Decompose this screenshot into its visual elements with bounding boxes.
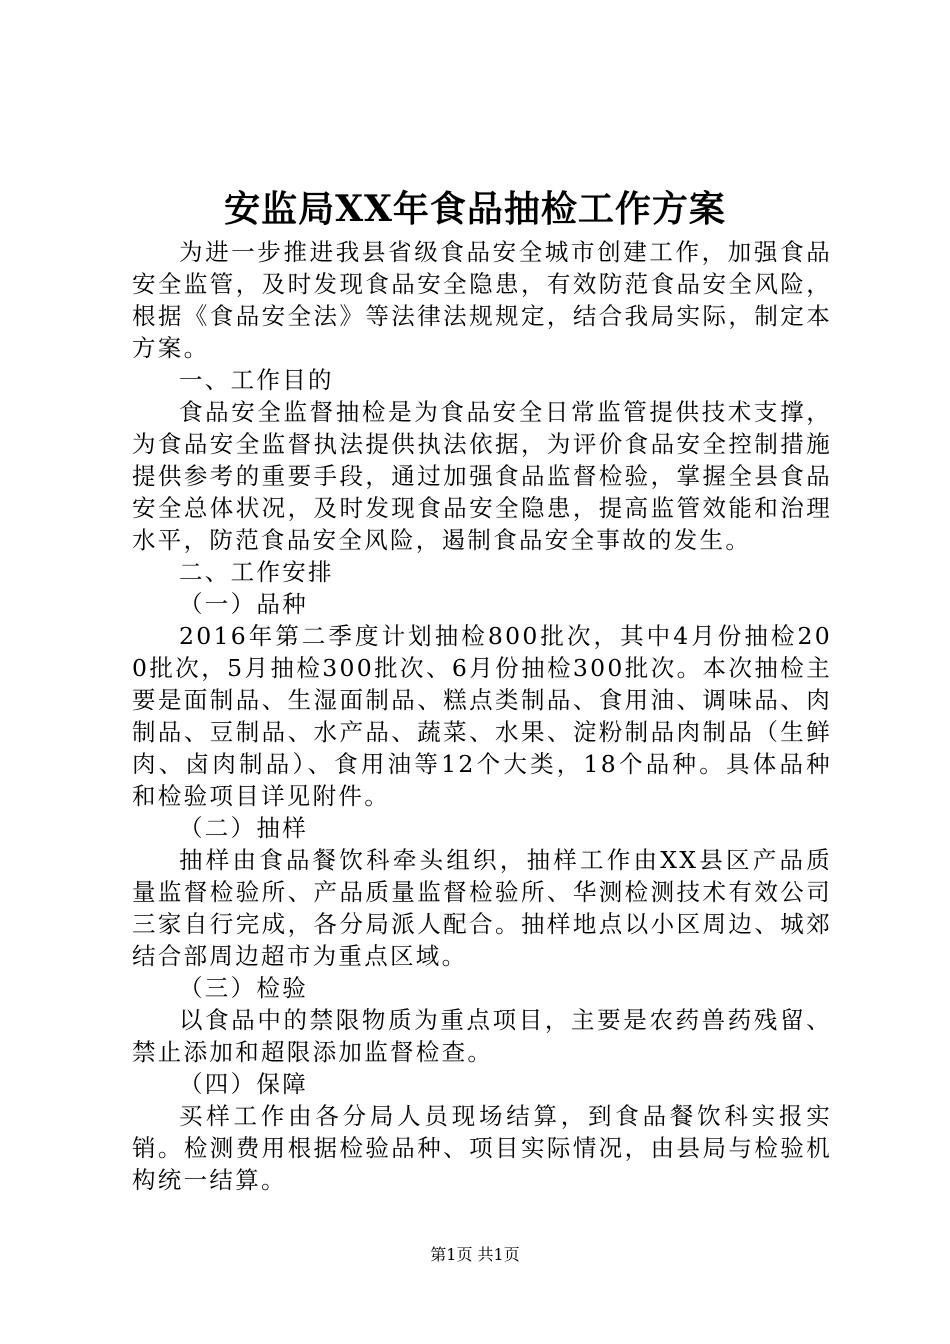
subsection-heading-sampling: （二）抽样 — [179, 814, 308, 842]
varieties-paragraph: 2016年第二季度计划抽检800批次，其中4月份抽检200批次，5月抽检300批次、6月份抽检300批次。本次抽检主要是面制品、生湿面制品、糕点类制品、食用油、调味品、肉制品、豆制品、水产品、蔬菜、水果、淀粉制品肉制品（生鲜肉、卤肉制品）、食用油等12个大类，18个品种。具体品种和检验项目详见附件。 — [132, 622, 832, 810]
section-heading-purpose: 一、工作目的 — [179, 366, 334, 394]
page-footer: 第1页 共1页 — [430, 1245, 520, 1264]
guarantee-paragraph: 买样工作由各分局人员现场结算，到食品餐饮科实报实销。检测费用根据检验品种、项目实际情况，由县局与检验机构统一结算。 — [132, 1102, 832, 1194]
sampling-paragraph: 抽样由食品餐饮科牵头组织，抽样工作由XX县区产品质量监督检验所、产品质量监督检验所、华测检测技术有效公司三家自行完成，各分局派人配合。抽样地点以小区周边、城郊结合部周边超市为重点区域。 — [132, 846, 832, 970]
subsection-heading-varieties: （一）品种 — [179, 590, 308, 618]
document-body — [132, 236, 832, 1196]
intro-paragraph: 为进一步推进我县省级食品安全城市创建工作，加强食品安全监管，及时发现食品安全隐患，有效防范食品安全风险，根据《食品安全法》等法律法规规定，结合我局实际，制定本方案。 — [132, 238, 832, 362]
inspection-paragraph: 以食品中的禁限物质为重点项目，主要是农药兽药残留、禁止添加和超限添加监督检查。 — [132, 1006, 832, 1066]
document-title: 安监局XX年食品抽检工作方案 — [224, 188, 726, 230]
subsection-heading-inspection: （三）检验 — [179, 974, 308, 1002]
subsection-heading-guarantee: （四）保障 — [179, 1070, 308, 1098]
purpose-paragraph: 食品安全监督抽检是为食品安全日常监管提供技术支撑，为食品安全监督执法提供执法依据，为评价食品安全控制措施提供参考的重要手段，通过加强食品监督检验，掌握全县食品安全总体状况，及时发现食品安全隐患，提高监管效能和治理水平，防范食品安全风险，遏制食品安全事故的发生。 — [132, 398, 832, 554]
section-heading-arrangement: 二、工作安排 — [179, 558, 334, 586]
